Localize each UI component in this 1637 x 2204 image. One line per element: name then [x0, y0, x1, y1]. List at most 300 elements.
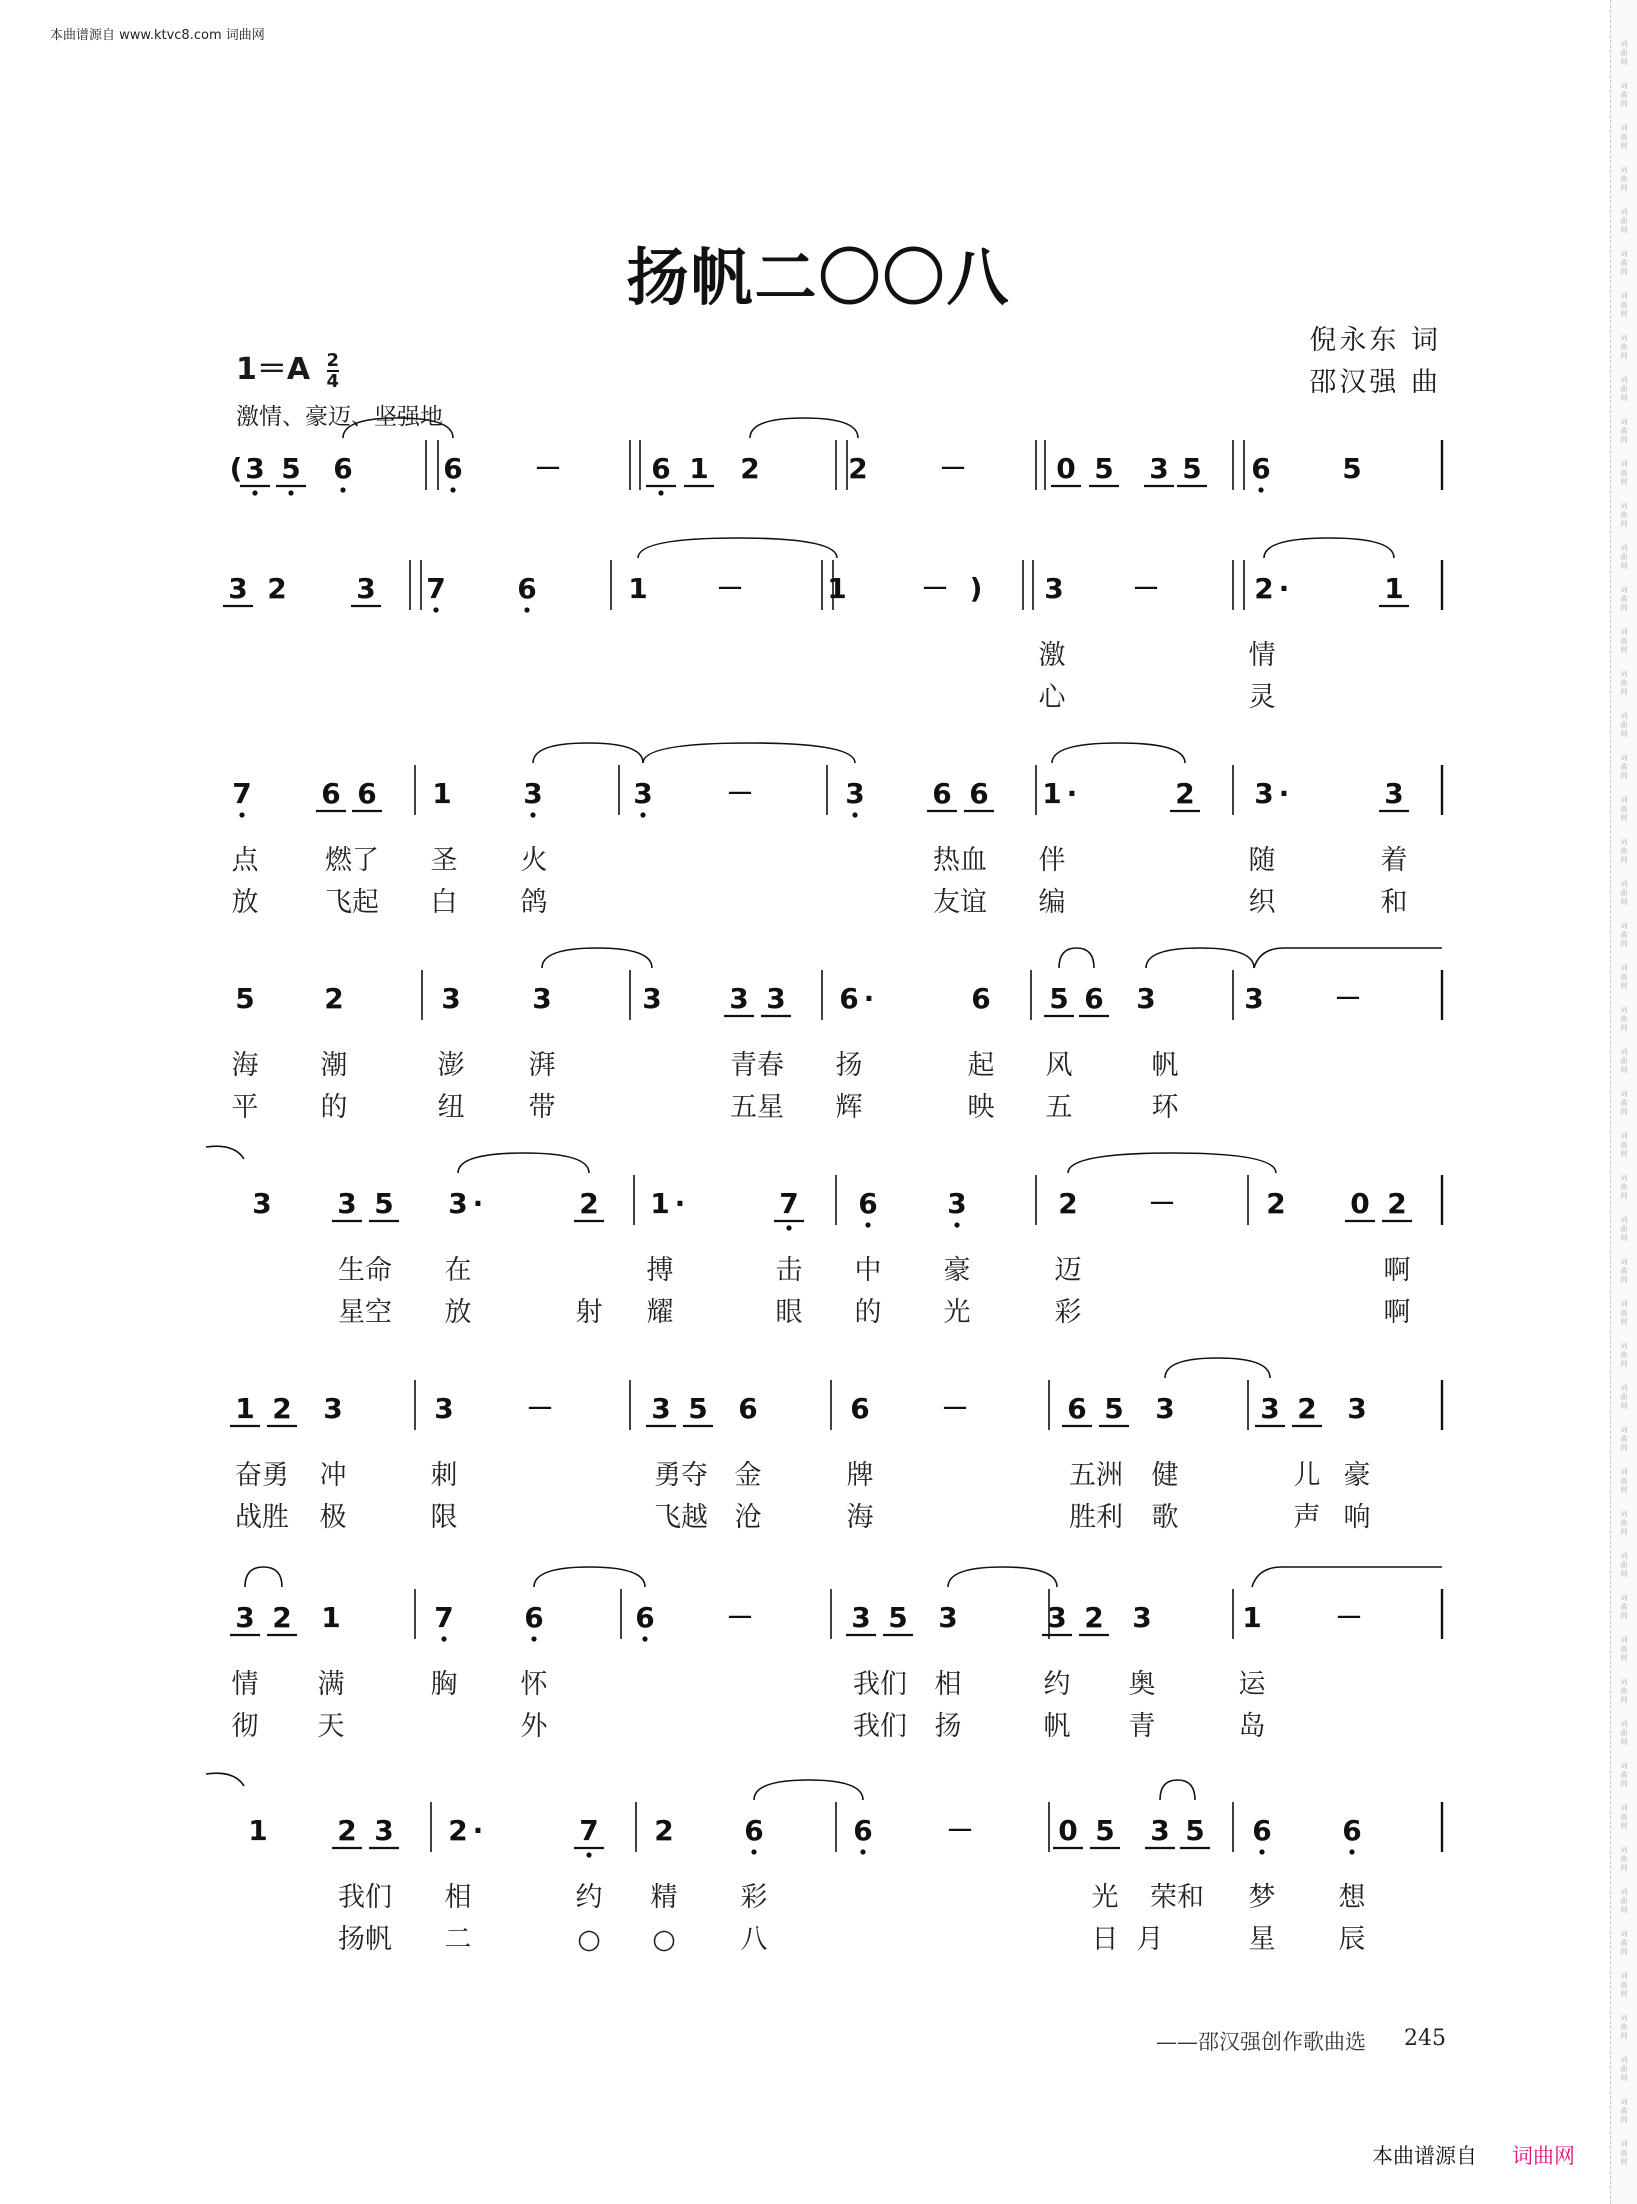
note-mark: 3 — [252, 1187, 272, 1220]
lyric-verse-2: 友谊 — [933, 887, 987, 918]
note-mark: 1 — [1242, 1601, 1262, 1634]
dot-mark: · — [1066, 777, 1078, 810]
note-mark: 2 — [1058, 1187, 1078, 1220]
lyric-verse-1: 热血 — [933, 845, 987, 876]
note-mark: 2 — [272, 1392, 292, 1425]
side-watermark-mark: 词 曲 网 — [1620, 1594, 1628, 1620]
note-mark: 6 — [839, 982, 859, 1015]
dot-mark: · — [1278, 572, 1290, 605]
tie-slur — [638, 538, 837, 558]
tie-slur — [1146, 948, 1254, 968]
note-mark: 6 — [969, 777, 989, 810]
lyric-verse-2: 声 — [1293, 1502, 1321, 1533]
note-mark: 6 — [1067, 1392, 1087, 1425]
lyric-verse-1: 梦 — [1248, 1882, 1276, 1913]
low-octave-dot — [954, 1222, 959, 1227]
low-octave-dot — [524, 607, 529, 612]
side-watermark-mark: 词 曲 网 — [1620, 460, 1628, 486]
side-watermark-mark: 词 曲 网 — [1620, 2014, 1628, 2040]
side-watermark-mark: 词 曲 网 — [1620, 1678, 1628, 1704]
side-watermark-mark: 词 曲 网 — [1620, 796, 1628, 822]
note-mark: 2 — [1254, 572, 1274, 605]
tie-slur — [343, 418, 453, 438]
lyric-verse-2: 海 — [846, 1502, 874, 1533]
lyric-verse-1: 啊 — [1383, 1255, 1411, 1286]
note-mark: 2 — [1084, 1601, 1104, 1634]
side-watermark-mark: 词 曲 网 — [1620, 1930, 1628, 1956]
dash-mark: － — [525, 1392, 555, 1425]
lyric-verse-2: 带 — [528, 1092, 556, 1123]
side-watermark-mark: 词 曲 网 — [1620, 1888, 1628, 1914]
low-octave-dot — [531, 1636, 536, 1641]
note-mark: 3 — [947, 1187, 967, 1220]
note-mark: 1 — [689, 452, 709, 485]
side-watermark-mark: 词 曲 网 — [1620, 1258, 1628, 1284]
side-watermark-mark: 词 曲 网 — [1620, 1762, 1628, 1788]
tie-slur — [643, 743, 855, 763]
lyric-verse-2: ○ — [577, 1924, 601, 1955]
lyric-verse-2: 射 — [575, 1297, 603, 1328]
side-watermark-mark: 词 曲 网 — [1620, 838, 1628, 864]
tie-slur — [206, 1773, 244, 1786]
note-mark: 6 — [1252, 1814, 1272, 1847]
note-mark: 1 — [1384, 572, 1404, 605]
note-mark: 3 — [228, 572, 248, 605]
side-watermark-mark: 词 曲 网 — [1620, 208, 1628, 234]
lyric-verse-2: 光 — [943, 1297, 971, 1328]
note-mark: 3 — [1047, 1601, 1067, 1634]
lyric-verse-1: 点 — [231, 845, 259, 876]
low-octave-dot — [751, 1849, 756, 1854]
lyric-verse-1: 迈 — [1054, 1255, 1082, 1286]
side-watermark-mark: 词 曲 网 — [1620, 712, 1628, 738]
note-mark: 6 — [333, 452, 353, 485]
low-octave-dot — [340, 487, 345, 492]
lyric-verse-2: 辰 — [1338, 1924, 1366, 1955]
tie-slur — [754, 1780, 863, 1800]
side-watermark-mark: 词 曲 网 — [1620, 964, 1628, 990]
lyric-verse-1: 荣和 — [1150, 1882, 1204, 1913]
side-watermark-mark: 词 曲 网 — [1620, 250, 1628, 276]
lyric-verse-2: 五星 — [730, 1092, 784, 1123]
lyric-verse-2: 扬 — [934, 1711, 962, 1742]
lyric-verse-1: 相 — [444, 1882, 472, 1913]
lyric-verse-1: 五洲 — [1069, 1460, 1123, 1491]
lyric-verse-2: 映 — [967, 1092, 995, 1123]
side-watermark-mark: 词 曲 网 — [1620, 334, 1628, 360]
note-mark: 3 — [448, 1187, 468, 1220]
note-mark: 5 — [235, 982, 255, 1015]
lyric-verse-1: 击 — [775, 1255, 803, 1286]
low-octave-dot — [786, 1225, 791, 1230]
tempo-marking: 激情、豪迈、坚强地 — [236, 404, 443, 430]
lyric-verse-2: 的 — [854, 1297, 882, 1328]
lyric-verse-1: 澎 — [437, 1050, 465, 1081]
lyric-verse-1: 情 — [231, 1669, 259, 1700]
note-mark: 3 — [441, 982, 461, 1015]
note-mark: 7 — [434, 1601, 454, 1634]
dash-mark: － — [533, 452, 563, 485]
note-mark: 6 — [443, 452, 463, 485]
lyric-verse-1: 想 — [1338, 1882, 1366, 1913]
lyric-verse-2: 眼 — [775, 1297, 803, 1328]
note-mark: 1 — [235, 1392, 255, 1425]
lyric-verse-1: 搏 — [646, 1255, 674, 1286]
note-mark: 6 — [971, 982, 991, 1015]
tie-slur — [534, 1567, 645, 1587]
lyric-verse-1: 潮 — [320, 1050, 348, 1081]
note-mark: 2 — [337, 1814, 357, 1847]
note-mark: 5 — [1182, 452, 1202, 485]
note-mark: 2 — [272, 1601, 292, 1634]
note-mark: 1 — [321, 1601, 341, 1634]
low-octave-dot — [852, 812, 857, 817]
note-mark: 5 — [281, 452, 301, 485]
note-mark: 5 — [1094, 452, 1114, 485]
side-watermark-mark: 词 曲 网 — [1620, 1006, 1628, 1032]
lyric-verse-2: 青 — [1128, 1711, 1156, 1742]
note-mark: 3 — [337, 1187, 357, 1220]
low-octave-dot — [530, 812, 535, 817]
note-mark: 3 — [1244, 982, 1264, 1015]
note-mark: 5 — [374, 1187, 394, 1220]
note-mark: 2 — [324, 982, 344, 1015]
dot-mark: · — [674, 1187, 686, 1220]
side-watermark-mark: 词 曲 网 — [1620, 1300, 1628, 1326]
lyric-verse-2: 五 — [1045, 1092, 1073, 1123]
lyric-verse-1: 风 — [1045, 1050, 1073, 1081]
low-octave-dot — [433, 607, 438, 612]
lyric-verse-2: 八 — [740, 1924, 768, 1955]
lyric-verse-2: 彻 — [231, 1711, 259, 1742]
side-watermark-mark: 词 曲 网 — [1620, 880, 1628, 906]
site-name: 词曲网 — [1512, 2144, 1575, 2168]
lyric-verse-1: 奥 — [1128, 1669, 1156, 1700]
lyric-verse-1: 伴 — [1038, 845, 1066, 876]
lyric-verse-2: 飞越 — [654, 1502, 708, 1533]
lyric-verse-2: 啊 — [1383, 1297, 1411, 1328]
side-watermark-mark: 词 曲 网 — [1620, 670, 1628, 696]
lyric-verse-1: 刺 — [430, 1460, 458, 1491]
note-mark: 3 — [523, 777, 543, 810]
note-mark: 3 — [323, 1392, 343, 1425]
note-mark: 3 — [1132, 1601, 1152, 1634]
low-octave-dot — [865, 1222, 870, 1227]
note-mark: 3 — [1044, 572, 1064, 605]
lyric-verse-2: 歌 — [1151, 1502, 1179, 1533]
lyric-verse-1: 在 — [444, 1255, 472, 1286]
note-mark: 6 — [651, 452, 671, 485]
lyric-verse-2: 纽 — [437, 1092, 465, 1123]
side-watermark-mark: 词 曲 网 — [1620, 586, 1628, 612]
note-mark: 3 — [1254, 777, 1274, 810]
note-mark: 1 — [827, 572, 847, 605]
note-mark: 3 — [1260, 1392, 1280, 1425]
lyric-verse-1: 帆 — [1151, 1050, 1179, 1081]
lyric-verse-2: 星 — [1248, 1924, 1276, 1955]
paren-mark: ) — [969, 572, 983, 605]
lyric-verse-1: 海 — [231, 1050, 259, 1081]
tie-slur — [533, 743, 643, 763]
lyric-verse-2: 织 — [1248, 887, 1276, 918]
lyric-verse-2: 响 — [1343, 1502, 1371, 1533]
side-watermark-mark: 词 曲 网 — [1620, 2098, 1628, 2124]
note-mark: 3 — [1150, 1814, 1170, 1847]
lyric-verse-1: 起 — [967, 1050, 995, 1081]
lyric-verse-2: 二 — [444, 1924, 472, 1955]
side-watermark-mark: 词 曲 网 — [1620, 1174, 1628, 1200]
page-number: 245 — [1404, 2026, 1446, 2051]
lyric-verse-1: 光 — [1091, 1882, 1119, 1913]
dash-mark: － — [945, 1814, 975, 1847]
note-mark: 7 — [426, 572, 446, 605]
tie-slur — [948, 1567, 1057, 1587]
note-mark: 3 — [1384, 777, 1404, 810]
lyric-verse-2: 心 — [1038, 682, 1066, 713]
side-watermark-mark: 词 曲 网 — [1620, 1132, 1628, 1158]
note-mark: 6 — [744, 1814, 764, 1847]
note-mark: 6 — [1251, 452, 1271, 485]
note-mark: 2 — [267, 572, 287, 605]
side-watermark-mark: 词 曲 网 — [1620, 1846, 1628, 1872]
note-mark: 1 — [628, 572, 648, 605]
side-watermark-mark: 词 曲 网 — [1620, 1510, 1628, 1536]
low-octave-dot — [586, 1852, 591, 1857]
note-mark: 3 — [356, 572, 376, 605]
song-title: 扬帆二〇〇八 — [626, 241, 1011, 314]
dash-mark: － — [715, 572, 745, 605]
note-mark: 1 — [432, 777, 452, 810]
source-header-note: 本曲谱源自 www.ktvc8.com 词曲网 — [50, 28, 265, 43]
lyric-verse-1: 随 — [1248, 845, 1276, 876]
note-mark: 3 — [633, 777, 653, 810]
low-octave-dot — [1258, 487, 1263, 492]
dot-mark: · — [472, 1187, 484, 1220]
note-mark: 2 — [1297, 1392, 1317, 1425]
note-mark: 3 — [374, 1814, 394, 1847]
note-mark: 1 — [1042, 777, 1062, 810]
note-mark: 5 — [1104, 1392, 1124, 1425]
side-watermark-mark: 词 曲 网 — [1620, 922, 1628, 948]
source-label: 本曲谱源自 — [1372, 2144, 1477, 2168]
key-label: 1＝A — [236, 352, 311, 387]
lyric-verse-1: 中 — [854, 1255, 882, 1286]
lyric-verse-1: 儿 — [1293, 1460, 1321, 1491]
tie-slur — [1052, 743, 1185, 763]
time-numerator: 2 — [326, 349, 340, 371]
low-octave-dot — [860, 1849, 865, 1854]
note-mark: 2 — [1266, 1187, 1286, 1220]
lyric-verse-1: 燃了 — [325, 845, 379, 876]
note-mark: 2 — [740, 452, 760, 485]
dash-mark: － — [1334, 1601, 1364, 1634]
low-octave-dot — [642, 1636, 647, 1641]
lyric-verse-1: 满 — [317, 1669, 345, 1700]
lyric-verse-1: 圣 — [430, 845, 458, 876]
lyric-verse-1: 我们 — [338, 1882, 392, 1913]
lyric-verse-2: 胜利 — [1069, 1502, 1123, 1533]
dot-mark: · — [1278, 777, 1290, 810]
side-watermark-mark: 词 曲 网 — [1620, 1804, 1628, 1830]
side-watermark-mark: 词 曲 网 — [1620, 418, 1628, 444]
composer-credit: 邵汉强 曲 — [1309, 367, 1441, 398]
side-watermark-mark: 词 曲 网 — [1620, 1342, 1628, 1368]
lyric-verse-2: 极 — [319, 1502, 347, 1533]
paren-mark: ( — [229, 452, 243, 485]
lyric-verse-1: 湃 — [528, 1050, 556, 1081]
lyric-verse-2: 灵 — [1248, 682, 1276, 713]
note-mark: 3 — [851, 1601, 871, 1634]
lyric-verse-2: 放 — [444, 1297, 472, 1328]
tie-slur — [542, 948, 652, 968]
note-mark: 2 — [579, 1187, 599, 1220]
note-mark: 6 — [524, 1601, 544, 1634]
note-mark: 0 — [1350, 1187, 1370, 1220]
note-mark: 6 — [850, 1392, 870, 1425]
lyric-verse-2: ○ — [652, 1924, 676, 1955]
lyric-verse-2: 限 — [430, 1502, 458, 1533]
note-mark: 6 — [357, 777, 377, 810]
dot-mark: · — [863, 982, 875, 1015]
note-mark: 2 — [848, 452, 868, 485]
lyric-verse-2: 帆 — [1043, 1711, 1071, 1742]
note-mark: 3 — [1136, 982, 1156, 1015]
dash-mark: － — [725, 1601, 755, 1634]
lyric-verse-1: 运 — [1238, 1669, 1266, 1700]
lyric-verse-1: 怀 — [520, 1669, 548, 1700]
note-mark: 2 — [1175, 777, 1195, 810]
tie-slur — [1252, 1567, 1442, 1587]
low-octave-dot — [640, 812, 645, 817]
note-mark: 7 — [779, 1187, 799, 1220]
lyric-verse-2: 辉 — [835, 1092, 863, 1123]
note-mark: 6 — [1342, 1814, 1362, 1847]
side-watermark-mark: 词 曲 网 — [1620, 2056, 1628, 2082]
side-watermark-mark: 词 曲 网 — [1620, 1552, 1628, 1578]
lyric-verse-2: 环 — [1151, 1092, 1179, 1123]
note-mark: 5 — [1342, 452, 1362, 485]
lyric-verse-1: 我们 — [853, 1669, 907, 1700]
low-octave-dot — [239, 812, 244, 817]
side-watermark-mark: 词 曲 网 — [1620, 124, 1628, 150]
lyric-verse-2: 我们 — [853, 1711, 907, 1742]
side-watermark-mark: 词 曲 网 — [1620, 40, 1628, 66]
tie-slur — [206, 1146, 244, 1159]
lyric-verse-1: 勇夺 — [654, 1460, 708, 1491]
lyric-verse-1: 彩 — [740, 1882, 768, 1913]
note-mark: 3 — [434, 1392, 454, 1425]
note-mark: 7 — [579, 1814, 599, 1847]
lyric-verse-1: 奋勇 — [235, 1460, 289, 1491]
lyric-verse-2: 沧 — [734, 1502, 762, 1533]
tie-slur — [1059, 948, 1094, 968]
lyric-verse-2: 外 — [520, 1711, 548, 1742]
note-mark: 1 — [650, 1187, 670, 1220]
note-mark: 5 — [688, 1392, 708, 1425]
lyric-verse-1: 金 — [734, 1460, 762, 1491]
dash-mark: － — [938, 452, 968, 485]
note-mark: 7 — [232, 777, 252, 810]
tie-slur — [245, 1567, 282, 1587]
side-watermark-mark: 词 曲 网 — [1620, 1216, 1628, 1242]
dash-mark: － — [1131, 572, 1161, 605]
low-octave-dot — [1259, 1849, 1264, 1854]
note-mark: 3 — [1155, 1392, 1175, 1425]
lyric-verse-1: 约 — [1043, 1669, 1071, 1700]
side-watermark-mark: 词 曲 网 — [1620, 1468, 1628, 1494]
lyric-verse-2: 月 — [1136, 1924, 1164, 1955]
dash-mark: － — [920, 572, 950, 605]
note-mark: 6 — [858, 1187, 878, 1220]
side-watermark-mark: 词 曲 网 — [1620, 166, 1628, 192]
lyric-verse-1: 冲 — [319, 1460, 347, 1491]
lyric-verse-2: 和 — [1380, 887, 1408, 918]
lyric-verse-1: 青春 — [730, 1050, 784, 1081]
low-octave-dot — [658, 490, 663, 495]
lyric-verse-1: 情 — [1248, 640, 1276, 671]
side-watermark-mark: 词 曲 网 — [1620, 544, 1628, 570]
lyric-verse-1: 豪 — [943, 1255, 971, 1286]
lyric-verse-1: 着 — [1380, 845, 1408, 876]
lyric-verse-1: 生命 — [338, 1255, 392, 1286]
lyric-verse-1: 牌 — [846, 1460, 874, 1491]
lyric-verse-1: 胸 — [430, 1669, 458, 1700]
note-mark: 3 — [532, 982, 552, 1015]
note-mark: 2 — [448, 1814, 468, 1847]
note-mark: 6 — [635, 1601, 655, 1634]
lyric-verse-2: 扬帆 — [338, 1924, 392, 1955]
dash-mark: － — [1333, 982, 1363, 1015]
lyric-verse-2: 平 — [231, 1092, 259, 1123]
lyricist-credit: 倪永东 词 — [1309, 325, 1441, 356]
lyric-verse-2: 岛 — [1238, 1711, 1266, 1742]
note-mark: 2 — [654, 1814, 674, 1847]
note-mark: 6 — [517, 572, 537, 605]
side-watermark-mark: 词 曲 网 — [1620, 754, 1628, 780]
lyric-verse-2: 编 — [1038, 887, 1066, 918]
book-series-title: ——邵汉强创作歌曲选 — [1156, 2030, 1366, 2054]
lyric-verse-1: 精 — [650, 1882, 678, 1913]
tie-slur — [1165, 1358, 1270, 1378]
lyric-verse-1: 豪 — [1343, 1460, 1371, 1491]
note-mark: 3 — [1347, 1392, 1367, 1425]
side-watermark-mark: 词 曲 网 — [1620, 1384, 1628, 1410]
tie-slur — [1160, 1780, 1195, 1800]
side-watermark-mark: 词 曲 网 — [1620, 376, 1628, 402]
note-mark: 6 — [932, 777, 952, 810]
side-watermark-mark: 词 曲 网 — [1620, 502, 1628, 528]
lyric-verse-2: 耀 — [646, 1297, 674, 1328]
note-mark: 5 — [1095, 1814, 1115, 1847]
lyric-verse-1: 激 — [1038, 640, 1066, 671]
lyric-verse-2: 白 — [430, 887, 458, 918]
time-denominator: 4 — [326, 370, 340, 392]
side-watermark-mark: 词 曲 网 — [1620, 2140, 1628, 2166]
side-watermark-mark: 词 曲 网 — [1620, 628, 1628, 654]
note-mark: 6 — [321, 777, 341, 810]
tie-slur — [1254, 948, 1442, 968]
lyric-verse-2: 星空 — [338, 1297, 392, 1328]
low-octave-dot — [450, 487, 455, 492]
side-watermark-mark: 词 曲 网 — [1620, 1972, 1628, 1998]
low-octave-dot — [288, 490, 293, 495]
lyric-verse-1: 约 — [575, 1882, 603, 1913]
lyric-verse-1: 相 — [934, 1669, 962, 1700]
note-mark: 6 — [1084, 982, 1104, 1015]
note-mark: 3 — [729, 982, 749, 1015]
side-watermark-mark: 词 曲 网 — [1620, 1048, 1628, 1074]
dash-mark: － — [1147, 1187, 1177, 1220]
